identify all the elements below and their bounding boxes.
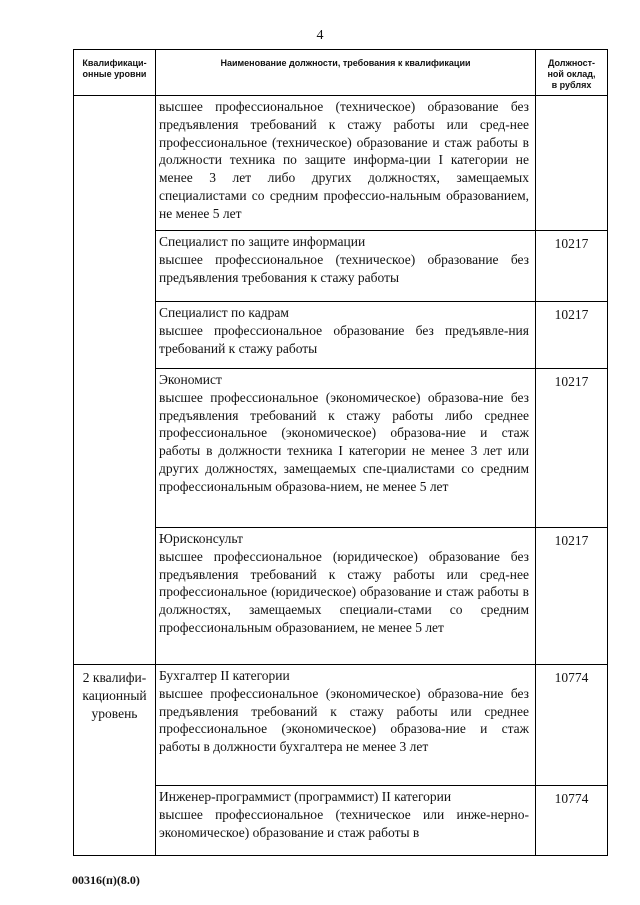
position-requirements: высшее профессиональное образование без предъявле-ния требований к стажу работы [159,322,529,356]
position-title: Бухгалтер II категории [159,668,290,683]
position-title: Инженер-программист (программист) II категории [159,789,452,804]
salary-value: 10774 [554,670,589,685]
position-requirements: высшее профессиональное (техническое) образование без предъявления требования к стажу работы [159,251,529,285]
salary-cell [536,231,608,302]
document-code: 00316(п)(8.0) [72,873,140,887]
salary-value: 10217 [554,533,589,548]
position-requirements: высшее профессиональное (экономическое) образова-ние без предъявления требований к стажу работы либо среднее профессиональное (экономическое) образова-ние и стаж работы в должности техника I категории не менее 3 лет или других должностях, замещаемых спе-циалистами со средним профессиональным образова-нием, не менее 5 лет [159,389,529,494]
salary-cell [536,528,608,665]
position-title: Специалист по защите информации [159,234,366,249]
level-cell-second [74,665,156,856]
position-cell [156,231,536,302]
position-cell [156,528,536,665]
level-cell-first [74,96,156,665]
position-cell [156,665,536,786]
position-cell [156,369,536,528]
level-label: 2 квалифи- кационный уровень [82,670,147,721]
header-name-text: Наименование должности, требования к квалификации [220,58,471,68]
header-position-name [156,50,536,96]
page-number: 4 [316,28,324,43]
position-cell [156,302,536,369]
position-title: Специалист по кадрам [159,305,289,320]
qualification-table [73,49,608,856]
header-salary [536,50,608,96]
salary-value: 10217 [554,236,589,251]
salary-value: 10774 [554,791,589,806]
salary-value: 10217 [554,307,589,322]
header-level-text: Квалификаци- онные уровни [82,58,147,79]
salary-cell [536,665,608,786]
salary-cell [536,786,608,856]
salary-cell [536,96,608,231]
position-cell [156,786,536,856]
header-qualification-levels [74,50,156,96]
position-title: Экономист [159,372,222,387]
position-cell [156,96,536,231]
position-requirements: высшее профессиональное (юридическое) образование без предъявления требований к стажу работы или сред-нее профессиональное (юридическое) образование и стаж работы в должностях, замещаемых специали-стами со средним профессиональным образованием, не менее 5 лет [159,548,529,635]
salary-cell [536,369,608,528]
table-header-row [74,50,608,96]
position-requirements: высшее профессиональное (экономическое) образова-ние без предъявления требований к стажу работы или среднее профессиональное (экономическое) образова-ние и стаж работы в должности бухгалтера не менее 3 лет [159,685,529,755]
position-requirements: высшее профессиональное (техническое) образование без предъявления требований к стажу работы или сред-нее профессиональное (техническое) образование и стаж работы в должности техника по защите информа-ции I категории не менее 3 лет либо других должностях, замещаемых специалистами со средним профессио-нальным образованием, не менее 5 лет [159,99,529,221]
table-row [74,96,608,231]
salary-cell [536,302,608,369]
position-title: Юрисконсульт [159,531,243,546]
header-salary-text: Должност- ной оклад, в рублях [547,58,596,90]
position-requirements: высшее профессиональное (техническое или инже-нерно-экономическое) образование и стаж работы в [159,806,529,840]
table-row [74,665,608,786]
salary-value: 10217 [554,374,589,389]
